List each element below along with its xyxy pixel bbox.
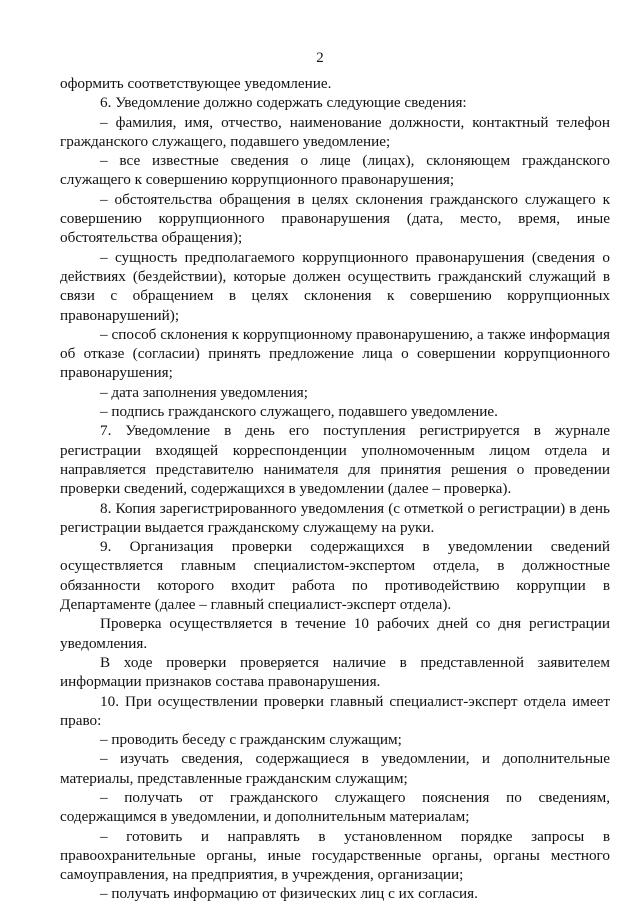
- paragraph-item-7: 7. Уведомление в день его поступления регистрируется в журнале регистрации входящей корреспонденции уполномоченным лицом отдела и направляется представителю нанимателя для принятия решения о проведении проверки сведений, содержащихся в уведомлении (далее – проверка).: [60, 422, 610, 498]
- list-item-explanations: – получать от гражданского служащего пояснения по сведениям, содержащимся в уведомлении, и дополнительным материалам;: [60, 788, 610, 826]
- paragraph-continuation: оформить соответствующее уведомление.: [60, 75, 332, 92]
- page-number: 2: [316, 50, 324, 66]
- paragraph-item-10: 10. При осуществлении проверки главный специалист-эксперт отдела имеет право:: [60, 692, 610, 729]
- paragraph-check-content: В ходе проверки проверяется наличие в представленной заявителем информации признаков состава правонарушения.: [60, 653, 610, 691]
- list-item-person-info: – все известные сведения о лице (лицах), склоняющем гражданского служащего к совершению коррупционного правонарушения;: [60, 152, 610, 189]
- list-item-essence: – сущность предполагаемого коррупционного правонарушения (сведения о действиях (бездействии), которые должен осуществить гражданский служащий в связи с обращением в целях склонения к совершению коррупционных правонарушений);: [60, 248, 610, 324]
- paragraph-item-8: 8. Копия зарегистрированного уведомления (с отметкой о регистрации) в день регистрации выдается гражданскому служащему на руки.: [60, 499, 610, 536]
- list-item-conversation: – проводить беседу с гражданским служащим;: [100, 731, 402, 749]
- list-item-circumstances: – обстоятельства обращения в целях склонения гражданского служащего к совершению коррупционного правонарушения (дата, место, время, иные обстоятельства обращения);: [60, 190, 610, 247]
- paragraph-check-period: Проверка осуществляется в течение 10 рабочих дней со дня регистрации уведомления.: [60, 615, 610, 652]
- list-item-full-name: – фамилия, имя, отчество, наименование должности, контактный телефон гражданского служащего, подавшего уведомление;: [60, 113, 610, 150]
- document-body: [60, 74, 610, 904]
- list-item-method: – способ склонения к коррупционному правонарушению, а также информация об отказе (согласии) принять предложение лица о совершении коррупционного правонарушения;: [60, 325, 610, 382]
- list-item-information: – получать информацию от физических лиц с их согласия.: [100, 885, 478, 903]
- list-item-signature: – подпись гражданского служащего, подавшего уведомление.: [100, 403, 498, 421]
- list-item-date: – дата заполнения уведомления;: [100, 383, 309, 401]
- list-item-requests: – готовить и направлять в установленном порядке запросы в правоохранительные органы, иные государственные органы, органы местного самоуправления, на предприятия, в учреждения, организации;: [60, 827, 610, 884]
- paragraph-item-6: 6. Уведомление должно содержать следующие сведения:: [100, 94, 467, 112]
- paragraph-item-9: 9. Организация проверки содержащихся в уведомлении сведений осуществляется главным специалистом-экспертом отдела, в должностные обязанности которого входит работа по противодействию коррупции в Департаменте (далее – главный специалист-эксперт отдела).: [60, 538, 610, 614]
- list-item-study: – изучать сведения, содержащиеся в уведомлении, и дополнительные материалы, представленные гражданским служащим;: [60, 750, 610, 787]
